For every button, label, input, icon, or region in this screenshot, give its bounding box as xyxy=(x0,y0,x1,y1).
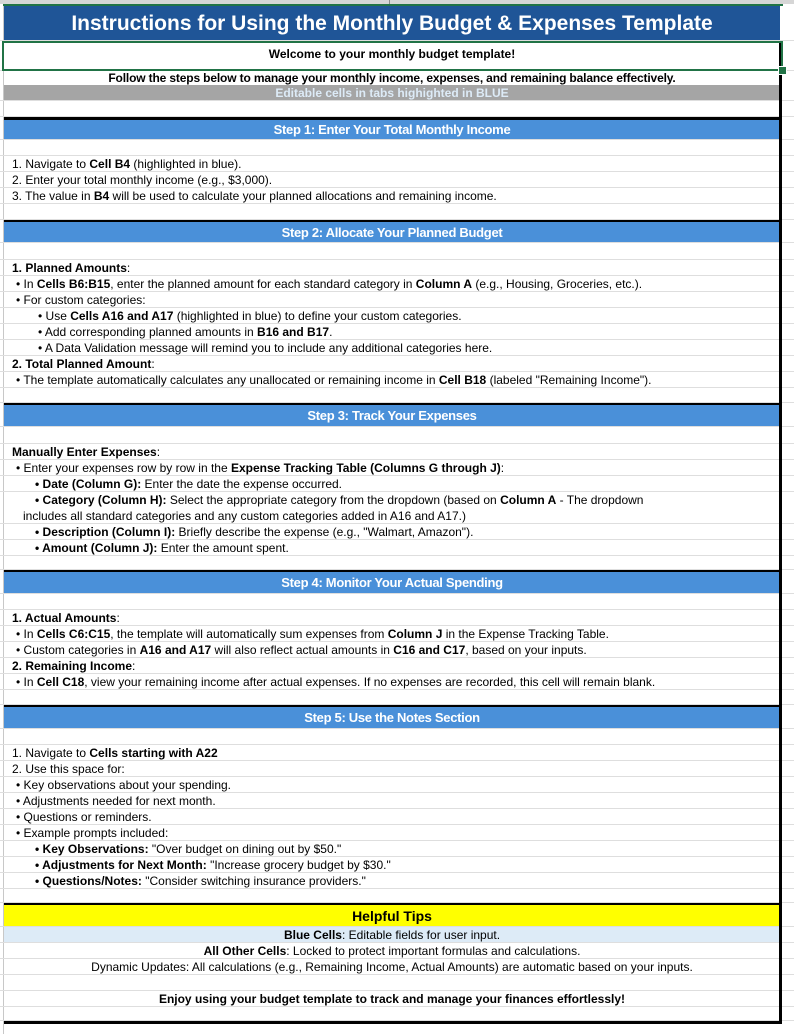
step3-line-5[interactable] xyxy=(4,524,780,539)
text-segment: • The template automatically calculates any unallocated or remaining income in xyxy=(16,373,439,387)
blank-row xyxy=(0,556,794,570)
table-row xyxy=(0,959,794,975)
table-row xyxy=(0,642,794,658)
table-row xyxy=(0,340,794,356)
step5-line-6[interactable] xyxy=(4,825,780,840)
text-segment: "Increase grocery budget by $30." xyxy=(206,858,391,872)
text-segment: • Add corresponding planned amounts in xyxy=(38,325,258,339)
text-segment: • Custom categories in xyxy=(16,643,140,657)
text-segment: , the template will automatically sum expenses from xyxy=(110,627,388,641)
table-row xyxy=(0,658,794,674)
page-title[interactable]: Instructions for Using the Monthly Budget & Expenses Template xyxy=(4,6,780,40)
table-row xyxy=(0,540,794,556)
text-segment: 2. Use this space for: xyxy=(12,762,125,776)
table-row xyxy=(0,761,794,777)
table-row xyxy=(0,524,794,540)
step2-line-6[interactable] xyxy=(4,340,780,355)
step4-line-1[interactable] xyxy=(4,610,780,625)
blank-row xyxy=(0,889,794,903)
step2-line-4[interactable] xyxy=(4,308,780,323)
title-row xyxy=(0,6,794,41)
bold-text-segment: • Description (Column I): xyxy=(35,525,176,539)
text-segment: 3. The value in xyxy=(12,189,94,203)
blank-row xyxy=(0,1007,794,1021)
text-segment: Briefly describe the expense (e.g., "Walmart, Amazon"). xyxy=(175,525,474,539)
bold-text-segment: 1. Actual Amounts xyxy=(12,611,117,625)
text-segment: : Locked to protect important formulas and calculations. xyxy=(286,944,581,958)
text-segment: Enter the date the expense occurred. xyxy=(141,477,342,491)
column-selection-indicator xyxy=(3,4,783,6)
text-segment: : xyxy=(132,659,136,673)
text-segment: in the Expense Tracking Table. xyxy=(442,627,609,641)
step4-header-row xyxy=(0,572,794,594)
step5-header-row xyxy=(0,707,794,729)
text-segment: , view your remaining income after actual expenses. If no expenses are recorded, this cell will remain blank. xyxy=(84,675,656,689)
step1-header[interactable]: Step 1: Enter Your Total Monthly Income xyxy=(4,120,780,139)
bold-text-segment: Expense Tracking Table (Columns G through J) xyxy=(230,461,501,475)
step5-line-7[interactable] xyxy=(4,841,780,856)
text-segment: • In xyxy=(16,675,37,689)
table-row xyxy=(0,260,794,276)
blank-row xyxy=(0,204,794,220)
blank-row xyxy=(0,243,794,260)
table-row xyxy=(0,492,794,524)
table-row xyxy=(0,927,794,943)
section-border xyxy=(4,1021,782,1024)
text-segment: • In xyxy=(16,277,37,291)
step2-line-3[interactable] xyxy=(4,292,780,307)
editable-note[interactable]: Editable cells in tabs highighted in BLUE xyxy=(4,85,780,100)
step5-line-8[interactable] xyxy=(4,857,780,872)
bold-text-segment: A16 and A17 xyxy=(139,643,212,657)
bold-text-segment: Cells C6:C15 xyxy=(36,627,111,641)
step1-line-1[interactable] xyxy=(4,156,780,171)
step3-line-3[interactable] xyxy=(4,476,780,491)
table-row xyxy=(0,292,794,308)
step4-line-4[interactable] xyxy=(4,658,780,673)
table-row xyxy=(0,308,794,324)
text-segment: : xyxy=(116,611,120,625)
bold-text-segment: • Questions/Notes: xyxy=(35,874,142,888)
step2-line-5[interactable] xyxy=(4,324,780,339)
table-row xyxy=(0,276,794,292)
bold-text-segment: C16 and C17 xyxy=(393,643,466,657)
table-row xyxy=(0,857,794,873)
step5-line-9[interactable] xyxy=(4,873,780,888)
table-row xyxy=(0,825,794,841)
bold-text-segment: 1. Planned Amounts xyxy=(12,261,127,275)
bold-text-segment: Cell B18 xyxy=(438,373,487,387)
text-segment: (e.g., Housing, Groceries, etc.). xyxy=(472,277,643,291)
bold-text-segment: • Amount (Column J): xyxy=(35,541,158,555)
text-segment: will be used to calculate your planned allocations and remaining income. xyxy=(109,189,497,203)
step3-header[interactable]: Step 3: Track Your Expenses xyxy=(4,405,780,426)
step4-line-5[interactable] xyxy=(4,674,780,689)
intro-row xyxy=(0,71,794,85)
blank-row xyxy=(0,594,794,610)
text-segment: 2. Enter your total monthly income (e.g., $3,000). xyxy=(12,173,273,187)
table-row xyxy=(0,809,794,825)
fill-handle[interactable] xyxy=(778,66,787,75)
step2-header[interactable]: Step 2: Allocate Your Planned Budget xyxy=(4,222,780,242)
text-segment: : Editable fields for user input. xyxy=(341,928,501,942)
bold-text-segment: Cells A16 and A17 xyxy=(70,309,174,323)
closing-row xyxy=(0,991,794,1007)
closing-message[interactable]: Enjoy using your budget template to track and manage your finances effortlessly! xyxy=(158,992,626,1006)
bold-text-segment: 2. Remaining Income xyxy=(12,659,133,673)
text-segment: . xyxy=(329,325,333,339)
step5-line-1[interactable] xyxy=(4,745,780,760)
step2-header-row xyxy=(0,222,794,243)
table-row xyxy=(0,188,794,204)
bold-text-segment: Blue Cells xyxy=(283,928,342,942)
step5-header[interactable]: Step 5: Use the Notes Section xyxy=(4,707,780,728)
step2-line-2[interactable] xyxy=(4,276,780,291)
bold-text-segment: B16 and B17 xyxy=(257,325,330,339)
text-segment: (highlighted in blue). xyxy=(130,157,242,171)
text-segment: • Use xyxy=(38,309,71,323)
table-row xyxy=(0,626,794,642)
step3-line-1[interactable] xyxy=(4,444,780,459)
bold-text-segment: Cells starting with A22 xyxy=(89,746,218,760)
text-segment: : xyxy=(500,461,505,475)
text-segment: will also reflect actual amounts in xyxy=(211,643,394,657)
bold-text-segment: Column J xyxy=(387,627,443,641)
step2-line-8[interactable] xyxy=(4,372,780,387)
bold-text-segment: • Category (Column H): xyxy=(35,493,167,507)
text-segment: • In xyxy=(16,627,37,641)
intro-text[interactable]: Follow the steps below to manage your monthly income, expenses, and remaining balance effectively. xyxy=(108,71,676,85)
step5-line-4[interactable] xyxy=(4,793,780,808)
bold-text-segment: B4 xyxy=(93,189,110,203)
text-segment: 1. Navigate to xyxy=(12,157,90,171)
blank-row xyxy=(0,101,794,117)
text-segment: , enter the planned amount for each standard category in xyxy=(110,277,416,291)
step5-line-2[interactable] xyxy=(4,761,780,776)
step5-line-5[interactable] xyxy=(4,809,780,824)
text-segment: Enter the amount spent. xyxy=(157,541,289,555)
bold-text-segment: 2. Total Planned Amount xyxy=(12,357,152,371)
step3-line-4-continued xyxy=(4,508,780,523)
text-segment: : xyxy=(151,357,155,371)
step3-category-cell[interactable] xyxy=(4,492,780,523)
table-row xyxy=(0,172,794,188)
text-segment: - The dropdown xyxy=(556,493,644,507)
text-segment: Select the appropriate category from the dropdown (based on xyxy=(166,493,501,507)
table-row xyxy=(0,476,794,492)
blank-row xyxy=(0,975,794,991)
table-row xyxy=(0,610,794,626)
step3-line-2[interactable] xyxy=(4,460,780,475)
step1-line-3[interactable] xyxy=(4,188,780,203)
text-segment: • Enter your expenses row by row in the xyxy=(16,461,231,475)
table-row xyxy=(0,841,794,857)
text-segment: : xyxy=(126,261,131,275)
text-segment: : xyxy=(156,445,161,459)
step3-line-4 xyxy=(4,492,780,508)
blank-row xyxy=(0,729,794,745)
blank-row xyxy=(0,427,794,444)
table-row xyxy=(0,156,794,172)
text-segment: (labeled "Remaining Income"). xyxy=(486,373,652,387)
text-segment: 1. Navigate to xyxy=(12,746,90,760)
text-segment: "Consider switching insurance providers." xyxy=(141,874,366,888)
bold-text-segment: • Date (Column G): xyxy=(35,477,142,491)
text-segment: • Adjustments needed for next month. xyxy=(16,794,216,808)
bold-text-segment: • Adjustments for Next Month: xyxy=(35,858,207,872)
text-segment: • Key observations about your spending. xyxy=(16,778,232,792)
table-row xyxy=(0,372,794,388)
right-border xyxy=(779,41,782,1024)
text-segment: • Example prompts included: xyxy=(16,826,169,840)
step2-line-1[interactable] xyxy=(4,260,780,275)
text-segment: Dynamic Updates: All calculations (e.g., Remaining Income, Actual Amounts) are automatic based on your inputs. xyxy=(91,960,693,974)
blank-row xyxy=(0,388,794,403)
blank-row xyxy=(0,690,794,705)
bold-text-segment: All Other Cells xyxy=(203,944,287,958)
bold-text-segment: • Key Observations: xyxy=(35,842,149,856)
blank-row xyxy=(0,140,794,156)
bold-text-segment: Column A xyxy=(500,493,557,507)
step3-line-6[interactable] xyxy=(4,540,780,555)
bold-text-segment: Cells B6:B15 xyxy=(36,277,111,291)
step4-line-3[interactable] xyxy=(4,642,780,657)
text-segment: (highlighted in blue) to define your custom categories. xyxy=(173,309,462,323)
table-row xyxy=(0,444,794,460)
step1-header-row xyxy=(0,120,794,140)
step1-line-2[interactable] xyxy=(4,172,780,187)
table-row xyxy=(0,777,794,793)
table-row xyxy=(0,324,794,340)
tips-header[interactable]: Helpful Tips xyxy=(4,905,780,926)
step5-line-3[interactable] xyxy=(4,777,780,792)
table-row xyxy=(0,460,794,476)
step4-line-2[interactable] xyxy=(4,626,780,641)
text-segment: • For custom categories: xyxy=(16,293,146,307)
text-segment: • A Data Validation message will remind you to include any additional categories here. xyxy=(38,341,493,355)
text-segment: , based on your inputs. xyxy=(465,643,587,657)
step3-header-row xyxy=(0,405,794,427)
table-row xyxy=(0,943,794,959)
bold-text-segment: Column A xyxy=(415,277,473,291)
tip-blue-cells[interactable] xyxy=(4,927,780,942)
text-segment: • Questions or reminders. xyxy=(16,810,152,824)
bold-text-segment: Cell C18 xyxy=(36,675,85,689)
table-row xyxy=(0,674,794,690)
table-row xyxy=(0,873,794,889)
tips-header-row xyxy=(0,905,794,927)
welcome-cell[interactable]: Welcome to your monthly budget template! xyxy=(268,47,516,61)
step4-header[interactable]: Step 4: Monitor Your Actual Spending xyxy=(4,572,780,593)
table-row xyxy=(0,745,794,761)
text-segment: includes all standard categories and any custom categories added in A16 and A17.) xyxy=(23,509,466,523)
cell-selection-border xyxy=(2,41,783,71)
table-row xyxy=(0,356,794,372)
step2-line-7[interactable] xyxy=(4,356,780,371)
editable-note-row xyxy=(0,85,794,101)
bold-text-segment: Cell B4 xyxy=(89,157,131,171)
text-segment: "Over budget on dining out by $50." xyxy=(148,842,342,856)
table-row xyxy=(0,793,794,809)
tip-dynamic-updates[interactable] xyxy=(4,959,780,974)
tip-other-cells[interactable] xyxy=(4,943,780,958)
bold-text-segment: Manually Enter Expenses xyxy=(12,445,157,459)
